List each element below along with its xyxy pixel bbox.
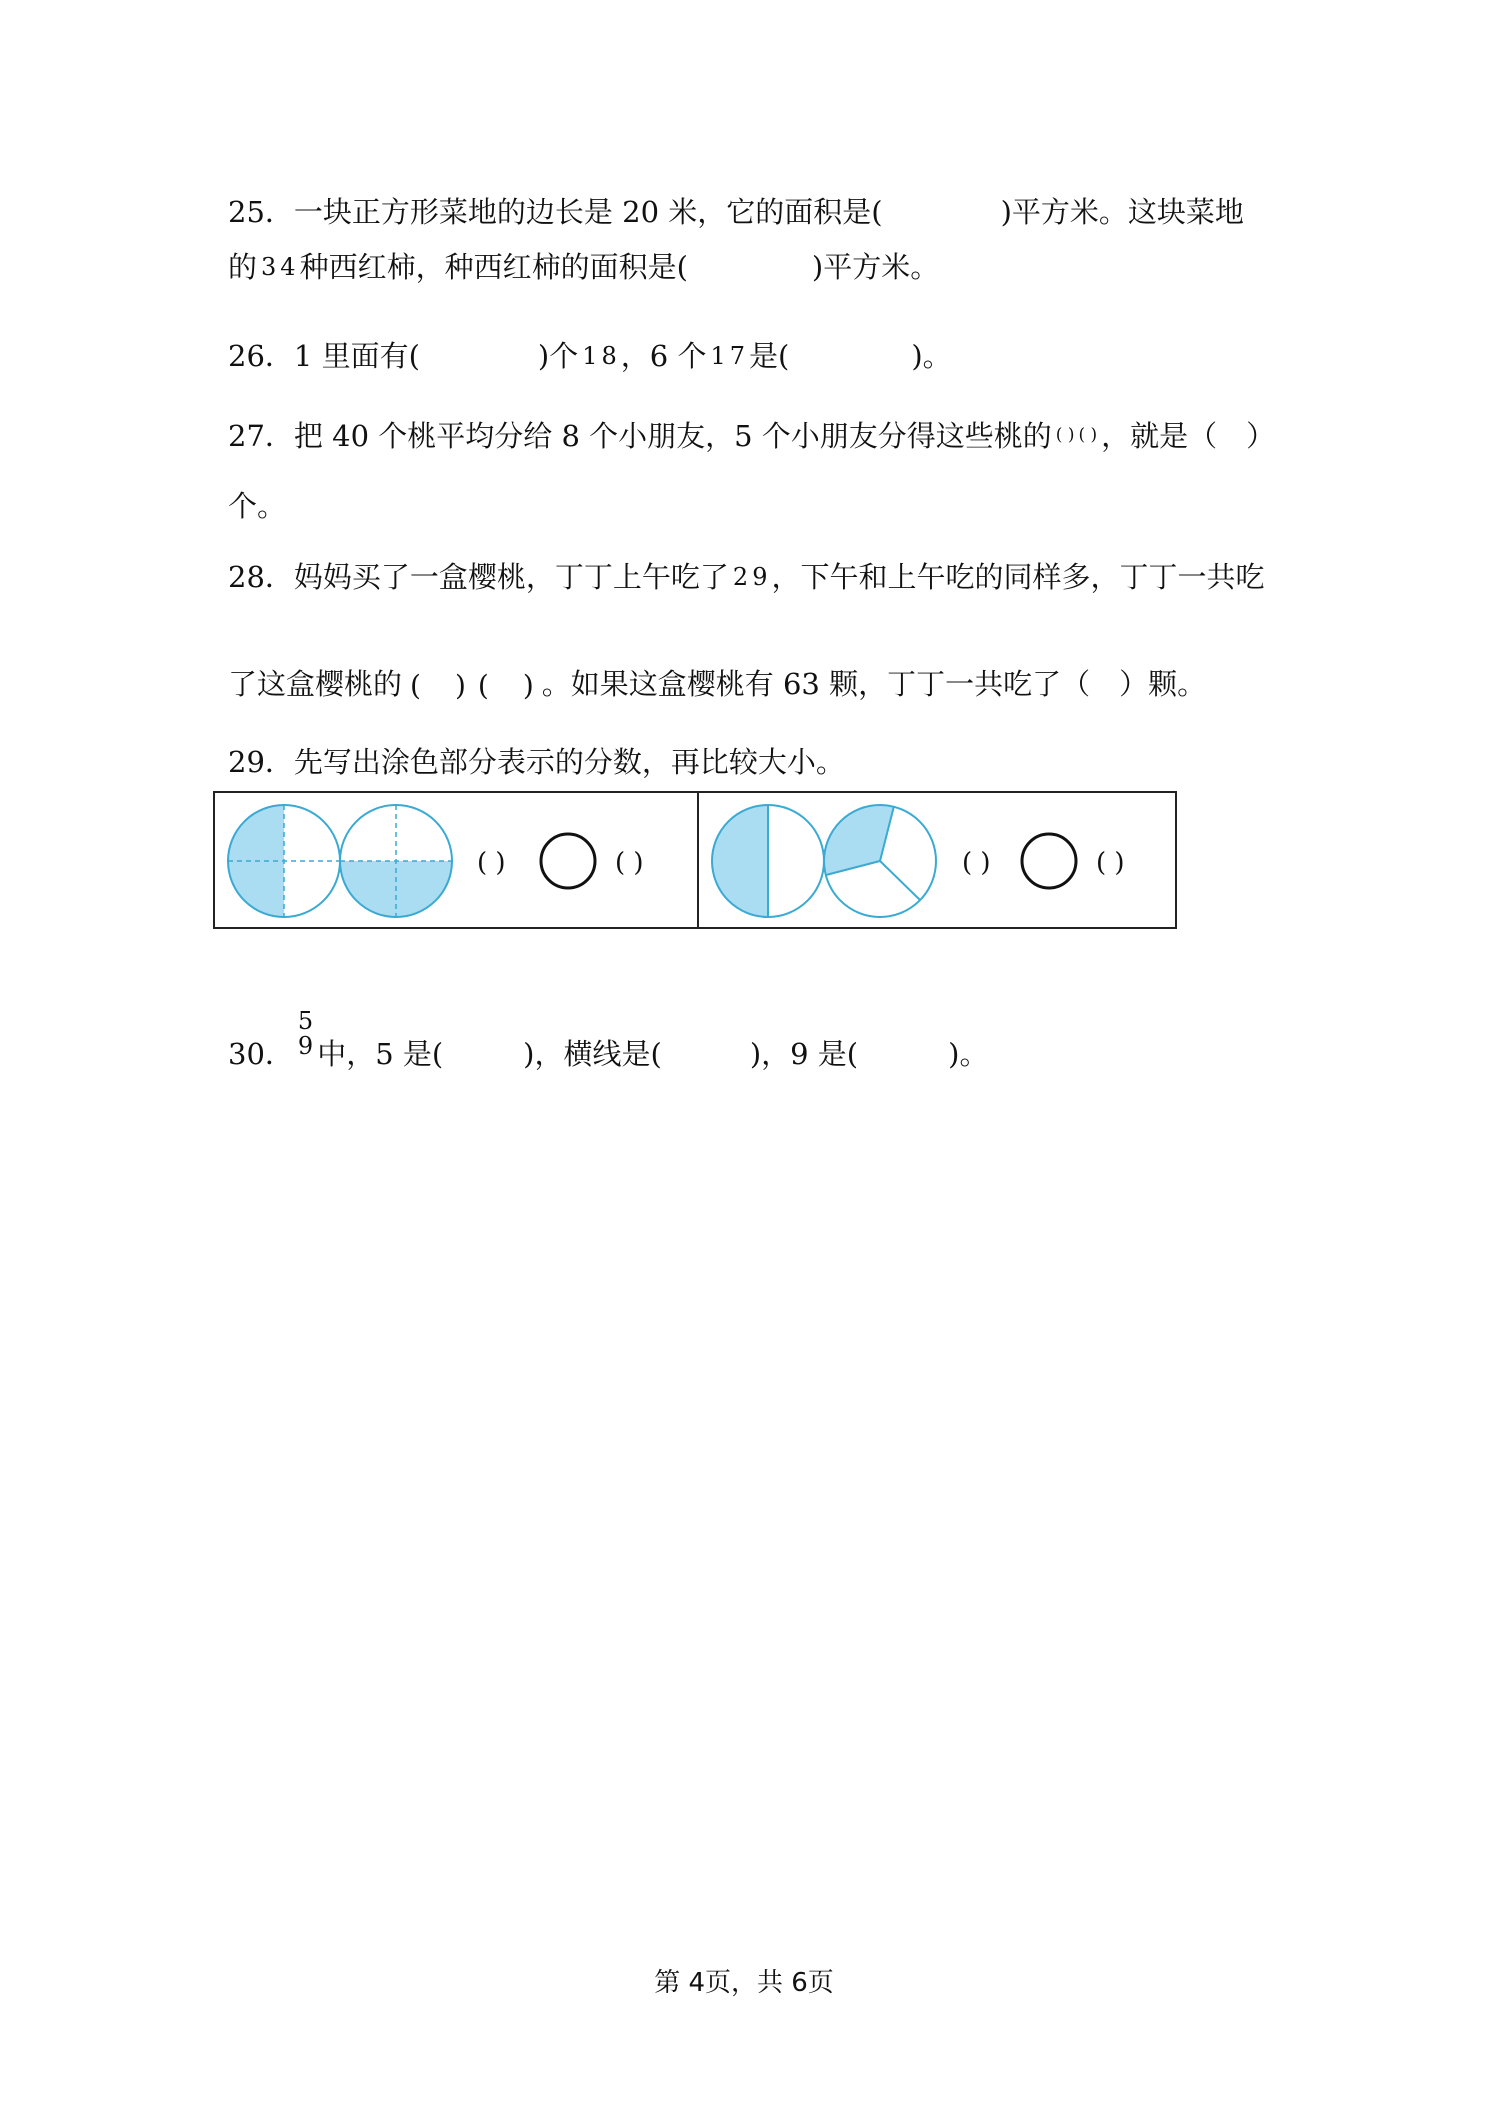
q27-frac-num: ( ) [1055, 424, 1075, 445]
q27-text-a: 27．把 40 个桃平均分给 8 个小朋友，5 个小朋友分得这些桃的 [228, 418, 1052, 453]
q26-frac1-den: 8 [601, 341, 617, 370]
q30-text-d: )，9 是( [749, 1037, 859, 1072]
q28-frac2-den: ( ) [477, 668, 534, 702]
q30-text-b: 中，5 是( [317, 1037, 444, 1072]
q28-frac2-num: ( ) [410, 668, 466, 702]
q26-fraction-2 [708, 343, 747, 369]
fraction-figure-svg [215, 793, 1175, 927]
q25-text-e: )平方米。 [811, 249, 940, 284]
question-27-line-2 [228, 490, 286, 521]
q25-text-b: )平方米。这块菜地 [1000, 194, 1244, 229]
page-footer: 第 4页，共 6页 [654, 1968, 834, 1998]
q28-text-d: 。如果这盒樱桃有 63 颗，丁丁一共吃了（ ）颗。 [541, 666, 1207, 701]
circle-thirds-one-shaded [819, 793, 936, 917]
compare-circle-2[interactable] [1022, 834, 1076, 888]
q26-fraction-1 [580, 343, 619, 369]
question-26 [228, 340, 952, 371]
question-29 [228, 746, 845, 777]
q28-text-b: ，下午和上午吃的同样多，丁丁一共吃 [771, 559, 1265, 594]
question-25-line-1 [228, 196, 1244, 227]
q25-frac-den: 4 [280, 252, 296, 281]
q28-fraction-2 [404, 668, 540, 700]
blank-right-1: ( ) [615, 848, 644, 878]
q26-frac2-num: 1 [710, 341, 726, 370]
q30-text-a: 30． [228, 1037, 294, 1072]
blank-right-2: ( ) [1096, 848, 1125, 878]
q26-text-a: 26．1 里面有( [228, 338, 420, 373]
q25-text-c: 的 [228, 249, 258, 284]
q26-text-b: )个 [537, 338, 579, 373]
q28-fraction [731, 564, 770, 590]
q30-fraction [296, 1009, 315, 1059]
blank-left-1: ( ) [477, 848, 506, 878]
q28-text-c: 了这盒樱桃的 [228, 666, 403, 701]
q30-frac-den: 9 [297, 1032, 314, 1061]
q25-text-d: 种西红柿，种西红柿的面积是( [299, 249, 688, 284]
q27-text-b: ，就是（ ） [1101, 418, 1276, 453]
question-27-line-1 [228, 420, 1275, 451]
q28-frac-num: 2 [732, 562, 749, 591]
q26-frac2-den: 7 [729, 341, 746, 370]
q27-fraction [1054, 424, 1099, 445]
q26-frac1-num: 1 [582, 341, 598, 370]
q29-text: 29．先写出涂色部分表示的分数，再比较大小。 [228, 744, 845, 779]
q25-fraction [259, 254, 298, 280]
q25-frac-num: 3 [261, 252, 277, 281]
q27-text-c: 个。 [228, 488, 287, 523]
q28-frac-den: 9 [752, 562, 768, 591]
question-30 [228, 1007, 989, 1081]
q26-text-e: )。 [911, 338, 952, 373]
q30-text-c: )，横线是( [523, 1037, 662, 1072]
q25-text-a: 25．一块正方形菜地的边长是 20 米，它的面积是( [228, 194, 883, 229]
fraction-compare-figure [213, 791, 1177, 929]
question-28-line-2 [228, 668, 1206, 700]
circle-quarters-left-shaded [228, 805, 340, 917]
q26-text-c: ，6 个 [620, 338, 707, 373]
q26-text-d: 是( [749, 338, 790, 373]
q27-frac-den: ( ) [1078, 424, 1098, 445]
q30-text-e: )。 [948, 1037, 989, 1072]
circle-quarters-bottom-shaded [340, 805, 452, 917]
q30-frac-num: 5 [297, 1007, 314, 1035]
compare-circle-1[interactable] [541, 834, 595, 888]
circle-half-shaded [712, 805, 824, 917]
q28-text-a: 28．妈妈买了一盒樱桃，丁丁上午吃了 [228, 559, 729, 594]
question-25-line-2 [228, 251, 939, 282]
blank-left-2: ( ) [962, 848, 991, 878]
question-28-line-1 [228, 561, 1264, 592]
